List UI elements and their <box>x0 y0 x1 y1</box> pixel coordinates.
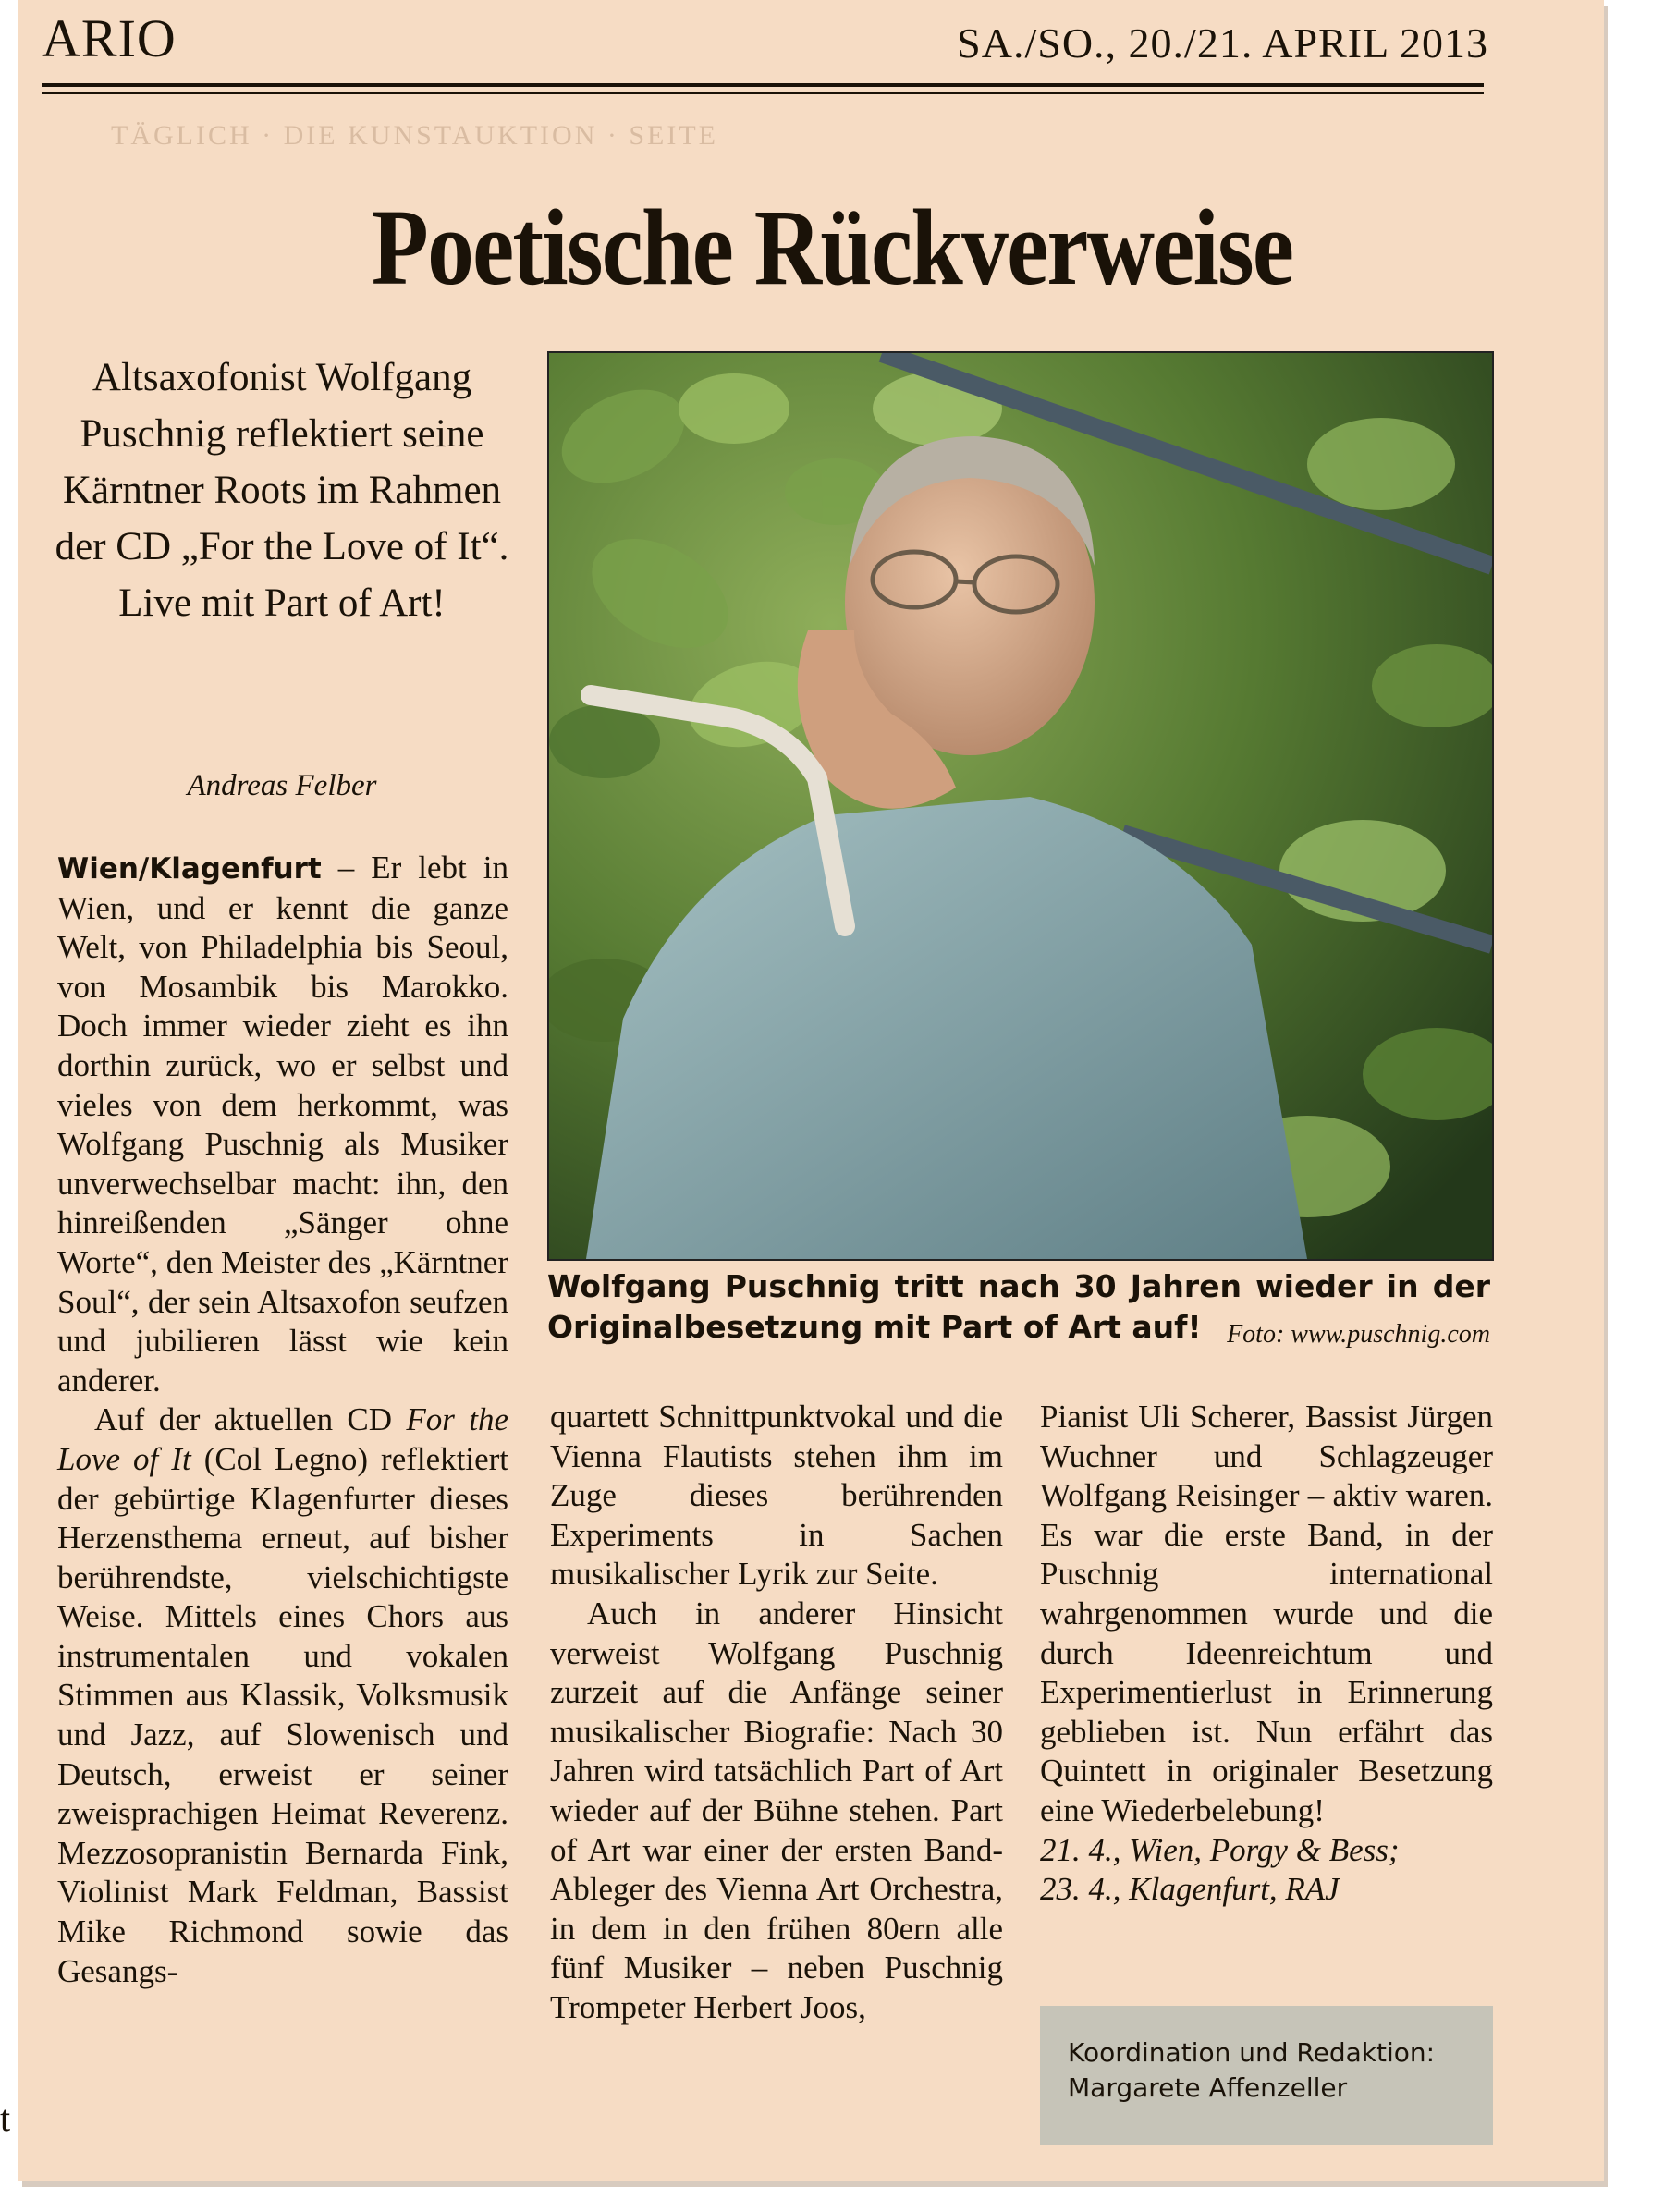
photo-credit: Foto: www.puschnig.com <box>1227 1320 1490 1349</box>
coordination-box <box>1040 2006 1493 2145</box>
portrait-photo <box>547 351 1494 1261</box>
paragraph-text: Auf der aktuellen CD <box>94 1401 407 1438</box>
article-column-2 <box>550 1398 1003 2028</box>
paragraph <box>57 1400 508 1991</box>
paragraph-text: – Er lebt in Wien, und er kennt die ganze Welt, von Philadelphia bis Seoul, von Mosambik bis Marokko. Doch immer wieder zieht es ihn dorthin zurück, wo er selbst und vieles von dem herkommt, was Wolfgang Puschnig als Musiker unverwechselbar macht: ihn, den hinreißenden „Sänger ohne Worte“, den Meister des „Kärntner Soul“, der sein Altsaxofon seufzen und jubilieren lässt wie kein anderer. <box>57 849 508 1399</box>
paragraph <box>57 849 508 1400</box>
event-date-2: 23. 4., Klagenfurt, RAJ <box>1040 1871 1340 1908</box>
coordination-label: Koordination und Redaktion: <box>1068 2037 1436 2068</box>
paragraph: Auch in anderer Hinsicht verweist Wolfgang Puschnig zurzeit auf die Anfänge seiner musikalischer Biografie: Nach 30 Jahren wird tatsächlich Part of Art wieder auf der Bühne stehen. Part of Art war einer der ersten Band-Ableger des Vienna Art Orchestra, in dem in den frühen 80ern alle fünf Musiker – neben Puschnig Trompeter Herbert Joos, <box>550 1595 1003 2025</box>
margin-fragment: t <box>0 2097 11 2139</box>
paragraph: Pianist Uli Scherer, Bassist Jürgen Wuchner und Schlagzeuger Wolfgang Reisinger – aktiv waren. Es war die erste Band, in der Puschnig international wahrgenommen wurde und die durch Ideenreichtum und Experimentierlust in Erinnerung geblieben ist. Nun erfährt das Quintett in originaler Besetzung eine Wiederbelebung! <box>1040 1399 1493 1828</box>
paragraph-text: (Col Legno) reflektiert der gebürtige Klagenfurter dieses Herzensthema erneut, auf bisher berührendste, vielschichtigste Weise. Mittels eines Chors aus instrumentalen und vokalen Stimmen aus Klassik, Volksmusik und Jazz, auf Slowenisch und Deutsch, erweist er seiner zweisprachigen Heimat Reverenz. Mezzosopranistin Bernarda Fink, Violinist Mark Feldman, Bassist Mike Richmond sowie das Gesangs- <box>57 1440 509 1989</box>
bleed-through-text: TÄGLICH · DIE KUNSTAUKTION · SEITE <box>111 120 718 151</box>
caption-text: Wolfgang Puschnig tritt nach 30 Jahren wieder in der Originalbesetzung mit Part of Art auf! <box>547 1268 1490 1345</box>
section-name: ARIO <box>42 8 177 68</box>
event-date-1: 21. 4., Wien, Porgy & Bess; <box>1040 1831 1400 1868</box>
dateline: Wien/Klagenfurt <box>57 852 322 886</box>
photo-caption <box>547 1266 1490 1355</box>
article-column-3 <box>1040 1398 1493 1910</box>
issue-date: SA./SO., 20./21. APRIL 2013 <box>957 19 1488 67</box>
coordination-editor: Margarete Affenzeller <box>1068 2072 1348 2103</box>
article-column-1 <box>57 849 508 1991</box>
standfirst: Altsaxofonist Wolfgang Puschnig reflektiert seine Kärntner Roots im Rahmen der CD „For the Love of It“. Live mit Part of Art! <box>55 356 509 625</box>
header-rule <box>42 83 1484 87</box>
cd-title: For the Love of It <box>57 1401 508 1477</box>
paragraph: quartett Schnittpunktvokal und die Vienna Flautists stehen ihm im Zuge dieses berührenden Experiments in Sachen musikalischer Lyrik zur Seite. <box>550 1399 1003 1593</box>
header-rule-thin <box>42 92 1484 94</box>
author-byline: Andreas Felber <box>187 769 377 802</box>
headline: Poetische Rückverweise <box>371 187 1293 308</box>
